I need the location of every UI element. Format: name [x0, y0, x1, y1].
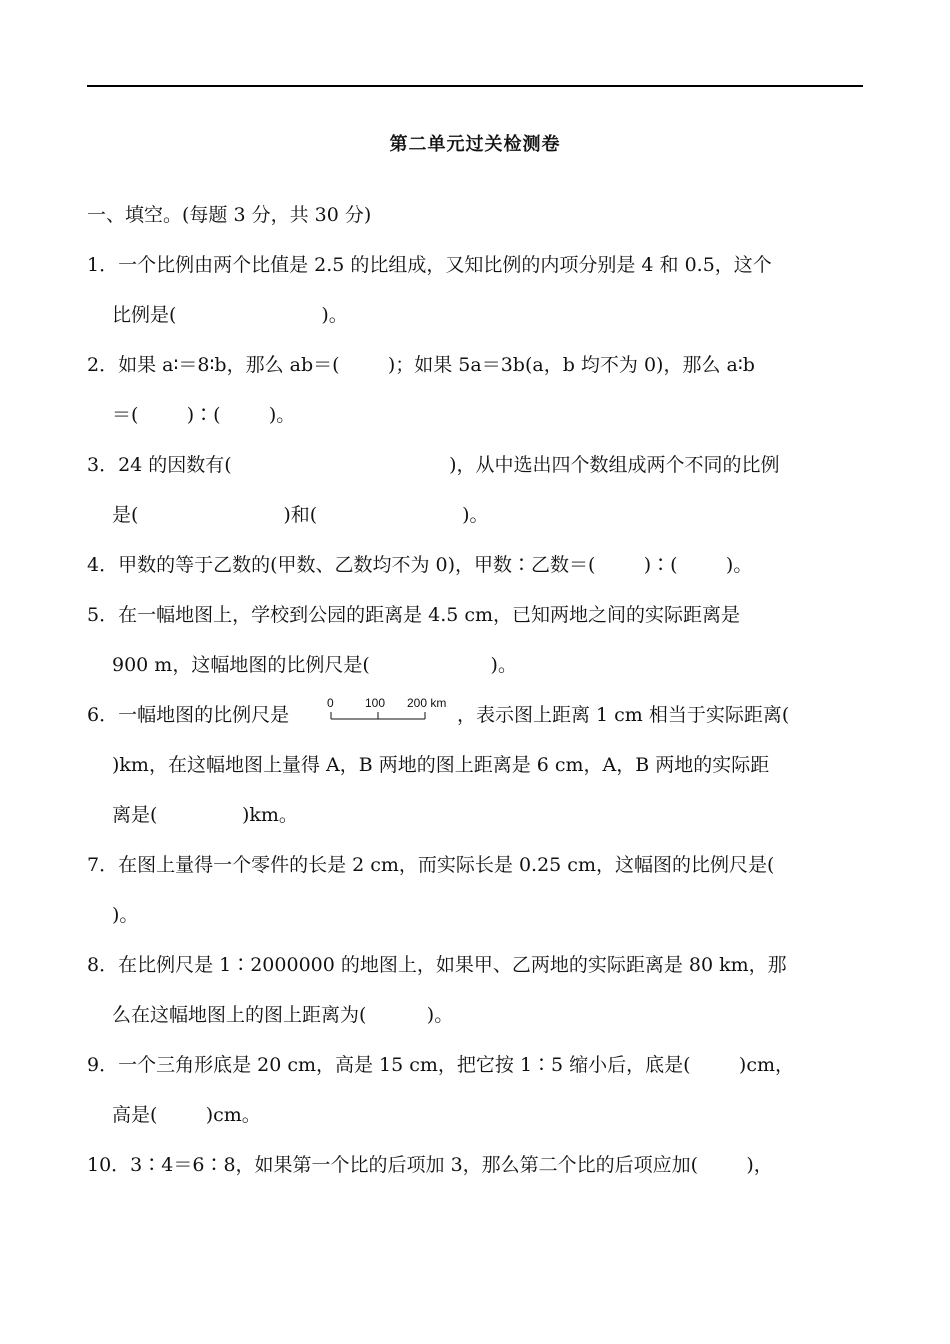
q9-line2: 高是( )cm。: [112, 1104, 261, 1126]
q4-line1: 4．甲数的等于乙数的(甲数、乙数均不为 0)，甲数∶乙数＝( )∶( )。: [87, 554, 753, 576]
q3-line1: 3．24 的因数有( )，从中选出四个数组成两个不同的比例: [87, 454, 780, 476]
q2-line2: ＝( )∶( )。: [112, 404, 296, 426]
scale-label-0: 0: [327, 696, 334, 710]
q10-line1: 10．3∶4＝6∶8，如果第一个比的后项加 3，那么第二个比的后项应加( )，: [87, 1154, 773, 1176]
q7-line2: )。: [112, 904, 139, 926]
q5-line2: 900 m，这幅地图的比例尺是( )。: [112, 654, 517, 676]
scale-bar: [327, 697, 457, 723]
scale-label-100: 100: [365, 696, 386, 710]
q6-line1-a: 6．一幅地图的比例尺是: [87, 704, 290, 726]
q1-line1: 1．一个比例由两个比值是 2.5 的比组成，又知比例的内项分别是 4 和 0.5，这个: [87, 254, 772, 276]
q9-line1: 9．一个三角形底是 20 cm，高是 15 cm，把它按 1∶5 缩小后，底是( )cm，: [87, 1054, 794, 1076]
page-title: 第二单元过关检测卷: [389, 134, 561, 155]
q7-line1: 7．在图上量得一个零件的长是 2 cm，而实际长是 0.25 cm，这幅图的比例尺是(: [87, 854, 775, 876]
scale-label-200: 200 km: [407, 696, 447, 710]
q6-line1-b: ，表示图上距离 1 cm 相当于实际距离(: [457, 704, 790, 726]
q3-line2: 是( )和( )。: [112, 504, 489, 526]
q5-line1: 5．在一幅地图上，学校到公园的距离是 4.5 cm，已知两地之间的实际距离是: [87, 604, 741, 626]
top-rule: [87, 85, 863, 87]
q2-line1: 2．如果 a∶＝8∶b，那么 ab＝( )；如果 5a＝3b(a，b 均不为 0)，那么 a∶b: [87, 354, 755, 376]
q6-line2: )km，在这幅地图上量得 A，B 两地的图上距离是 6 cm，A，B 两地的实际距: [112, 754, 770, 776]
scale-bar-graphic: [327, 697, 457, 723]
section-heading: 一、填空。(每题 3 分，共 30 分): [87, 204, 372, 226]
q8-line2: 么在这幅地图上的图上距离为( )。: [112, 1004, 454, 1026]
q1-line2: 比例是( )。: [112, 304, 348, 326]
q8-line1: 8．在比例尺是 1∶2000000 的地图上，如果甲、乙两地的实际距离是 80 km，那: [87, 954, 787, 976]
q6-line3: 离是( )km。: [112, 804, 298, 826]
